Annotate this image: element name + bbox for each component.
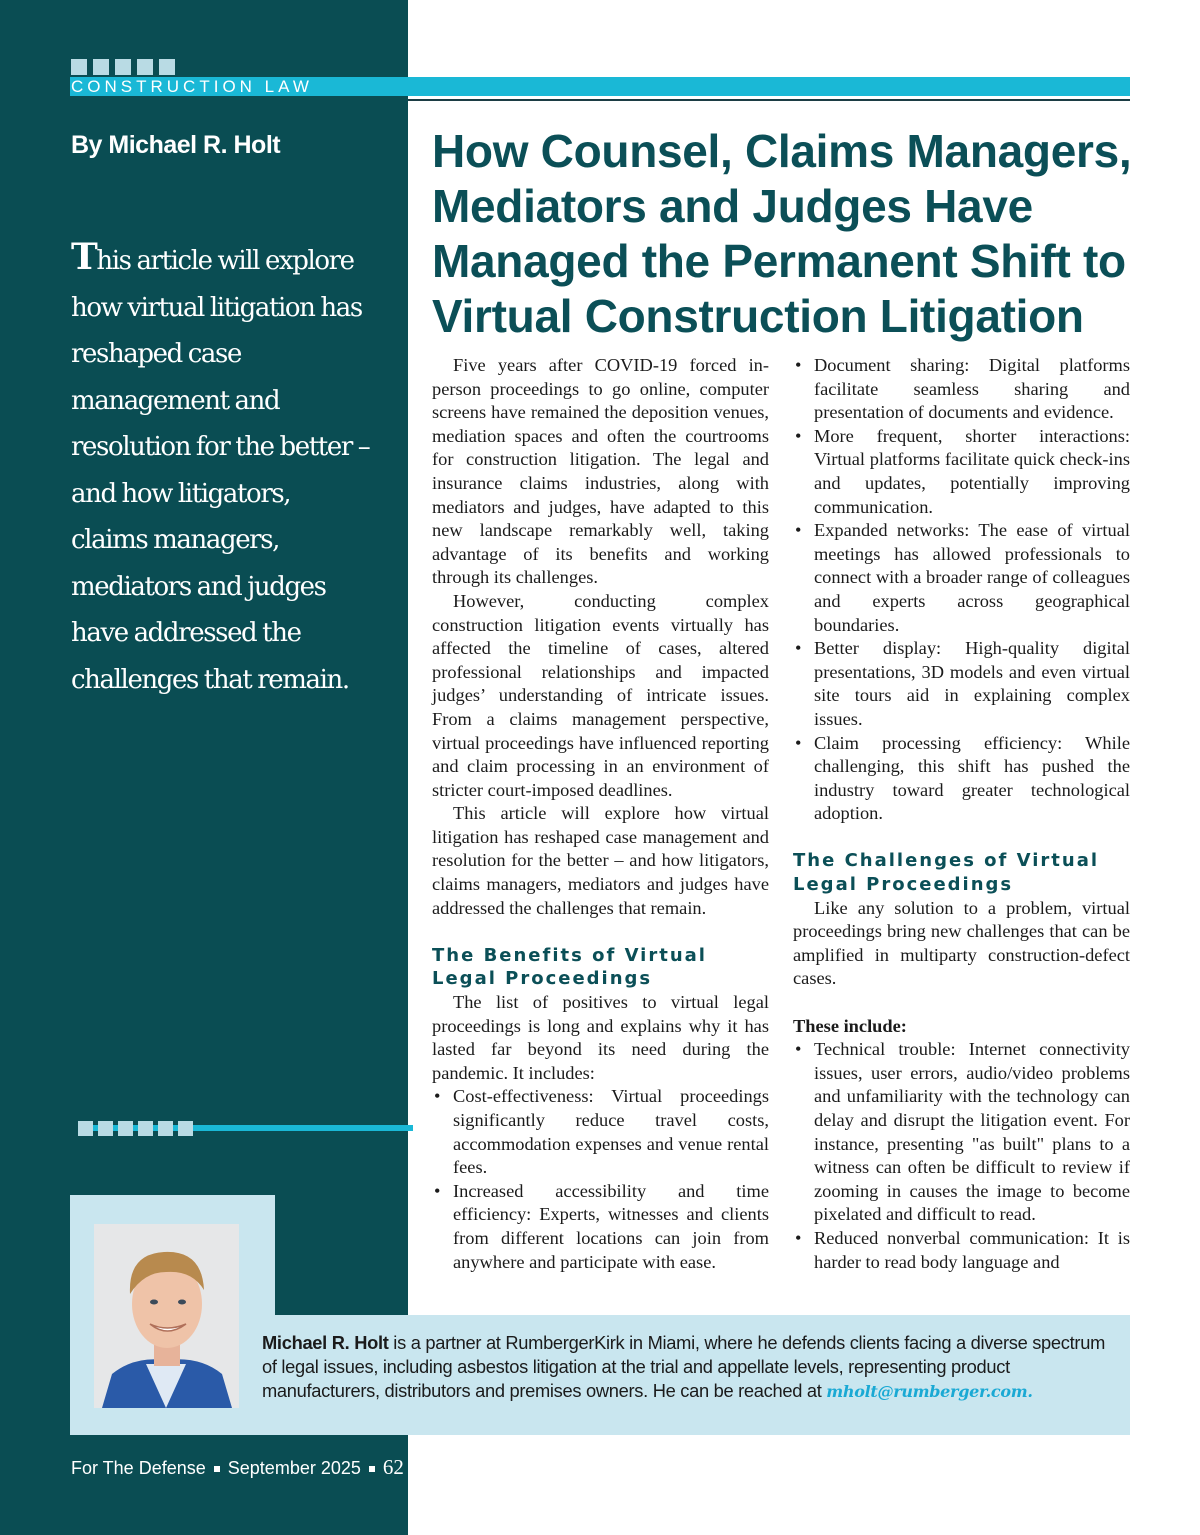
section-marker-squares <box>71 59 175 75</box>
list-item: • Claim processing efficiency: While challenging, this shift has pushed the industry toward greater technological adoption. <box>793 732 1130 826</box>
list-item: • Cost-effectiveness: Virtual proceedings significantly reduce travel costs, accommodation expenses and venue rental fees. <box>432 1085 769 1179</box>
page-number: 62 <box>382 1455 404 1479</box>
list-item: • Document sharing: Digital platforms facilitate seamless sharing and presentation of documents and evidence. <box>793 354 1130 425</box>
author-photo <box>94 1224 239 1408</box>
list-item: • Reduced nonverbal communication: It is harder to read body language and <box>793 1227 1130 1274</box>
list-item: • Technical trouble: Internet connectivity issues, user errors, audio/video problems and unfamiliarity with the technology can delay and disrupt the litigation event. For instance, presenting "as built" plans to a witness can often be difficult to review if zooming in causes the image to become pixelated and difficult to read. <box>793 1038 1130 1227</box>
pull-quote-text: his article will explore how virtual litigation has reshaped case management and resolution for the better – and how litigators, claims managers, mediators and judges have addressed the challenges that remain. <box>71 246 370 695</box>
divider-squares <box>78 1121 193 1136</box>
section-heading: The Challenges of Virtual Legal Proceedings <box>793 850 1100 896</box>
author-bio-box <box>70 1195 1130 1435</box>
drop-cap: T <box>71 236 97 278</box>
author-email-link[interactable]: mholt@rumberger.com. <box>826 1382 1033 1401</box>
byline: By Michael R. Holt <box>71 131 281 159</box>
issue-date: September 2025 <box>227 1458 361 1478</box>
article-column-2 <box>793 354 1130 1274</box>
pull-quote <box>71 234 371 703</box>
paragraph: However, conducting complex construction litigation events virtually has affected the timeline of cases, altered professional relationships and impacted judges’ understanding of intricate issues. From a claims management perspective, virtual proceedings have influenced reporting and claim processing in an environment of stricter court-imposed deadlines. <box>432 590 769 800</box>
page-footer <box>71 1455 404 1480</box>
author-name: Michael R. Holt <box>262 1332 389 1353</box>
bio-text <box>262 1331 1122 1404</box>
publication-name: For The Defense <box>71 1458 206 1478</box>
paragraph: Five years after COVID-19 forced in-person proceedings to go online, computer screens have remained the deposition venues, mediation spaces and often the courtrooms for construction litigation. The legal and insurance claims industries, along with mediators and judges, have adapted to this new landscape remarkably well, taking advantage of its benefits and working through its challenges. <box>432 355 769 588</box>
author-portrait <box>94 1224 239 1408</box>
list-item: • Expanded networks: The ease of virtual meetings has allowed professionals to connect with a broader range of colleagues and experts across geographical boundaries. <box>793 519 1130 637</box>
list-intro: These include: <box>793 1015 907 1036</box>
benefits-list-continued <box>793 354 1130 826</box>
list-item: • Better display: High-quality digital presentations, 3D models and even virtual site tours aid in explaining complex issues. <box>793 637 1130 731</box>
section-heading: The Benefits of Virtual Legal Proceedings <box>432 944 707 990</box>
bio-description: is a partner at RumbergerKirk in Miami, where he defends clients facing a diverse spectrum of legal issues, including asbestos litigation at the trial and appellate levels, representing product manufacturers, distributors and premises owners. He can be reached at <box>262 1332 1105 1401</box>
list-item: • More frequent, shorter interactions: Virtual platforms facilitate quick check-ins and updates, potentially improving communication. <box>793 425 1130 519</box>
paragraph: The list of positives to virtual legal proceedings is long and explains why it has lasted far beyond its need during the pandemic. It includes: <box>432 992 769 1083</box>
header-rule <box>408 99 1130 101</box>
paragraph: This article will explore how virtual litigation has reshaped case management and resolution for the better – and how litigators, claims managers, mediators and judges have addressed the challenges that remain. <box>432 803 769 918</box>
article-title: How Counsel, Claims Managers, Mediators and Judges Have Managed the Permanent Shift to Virtual Construction Litigation <box>432 125 1132 342</box>
article-column-1 <box>432 354 769 1274</box>
paragraph: Like any solution to a problem, virtual proceedings bring new challenges that can be amplified in multiparty construction-defect cases. <box>793 897 1130 989</box>
list-item: • Increased accessibility and time efficiency: Experts, witnesses and clients from different locations can join from anywhere and participate with ease. <box>432 1180 769 1274</box>
section-label: CONSTRUCTION LAW <box>71 77 313 96</box>
